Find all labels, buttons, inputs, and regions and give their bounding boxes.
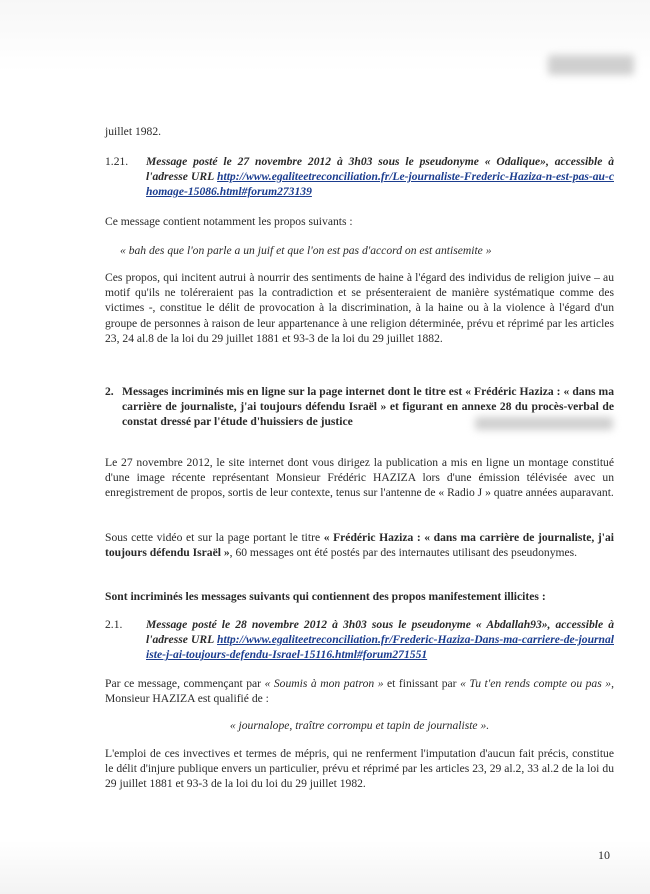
item-1-21-number: 1.21. (105, 155, 129, 168)
redacted-bailiff-name (475, 417, 613, 430)
paragraph-3 (105, 530, 614, 560)
incriminated-messages-heading: Sont incriminés les messages suivants qui contiennent des propos manifestement illicites : (105, 590, 546, 603)
section-2-number: 2. (105, 385, 114, 398)
section-2-title-text: Messages incriminés mis en ligne sur la page internet dont le titre est « Frédéric Haziza : « dans ma carrière de journaliste, j'ai toujours défendu Israël » et figurant en annexe 28 du procès-verbal de constat dressé par l'étude d'huissiers de justice (122, 385, 614, 429)
paragraph-5: L'emploi de ces invectives et termes de mépris, qui ne renferment l'imputation d'aucun fait précis, constitue le délit d'injure publique envers un particulier, prévu et réprimé par les articles 23, 29 al.2, 33 al.2 de la loi du 29 juillet 1881 et 93-3 de la loi du loi du 29 juillet 1982. (105, 747, 614, 791)
intro-1: Ce message contient notamment les propos suivants : (105, 215, 353, 228)
redacted-header-stamp (548, 55, 634, 75)
paragraph-1: Ces propos, qui incitent autrui à nourrir des sentiments de haine à l'égard des individus de religion juive – au motif qu'ils ne toléreraient pas la contradiction et se présenteraient de manière systématique comme des victimes -, constitue le délit de provocation à la discrimination, à la haine ou à la violence à l'égard d'un groupe de personnes à raison de leur appartenance à une religion déterminée, prévu et réprimé par les articles 23, 24 al.8 de la loi du 29 juillet 1881 et 93-3 de la loi du 29 juillet 1882. (105, 271, 614, 345)
paragraph-4 (105, 676, 614, 706)
item-1-21-description: Message posté le 27 novembre 2012 à 3h03 sous le pseudonyme « Odalique», accessible à l'adresse URL (146, 155, 614, 184)
paragraph-4-c: et finissant par (383, 677, 461, 690)
item-1-21-text (146, 154, 614, 200)
paragraph-3-before: Sous cette vidéo et sur la page portant le titre (105, 531, 324, 544)
paragraph-3-after: , 60 messages ont été postés par des internautes utilisant des pseudonymes. (229, 546, 578, 560)
paragraph-4-a: Par ce message, commençant par (105, 677, 265, 690)
quote-1: « bah des que l'on parle a un juif et que l'on est pas d'accord on est antisemite » (120, 244, 492, 257)
paragraph-4-end-quote: « Tu t'en rends compte ou pas » (460, 677, 612, 690)
paragraph-2: Le 27 novembre 2012, le site internet dont vous dirigez la publication a mis en ligne un montage constitué d'une image récente représentant Monsieur Frédéric HAZIZA lors d'une émission télévisée avec un enregistrement de propos, sortis de leur contexte, tenus sur l'antenne de « Radio J » quatre années auparavant. (105, 456, 614, 500)
page-number: 10 (598, 848, 610, 862)
item-2-1-url-link[interactable]: http://www.egaliteetreconciliation.fr/Frederic-Haziza-Dans-ma-carriere-de-journaliste-j-ai-toujours-defendu-Israel-15116.html#forum271551 (146, 633, 614, 662)
item-2-1-number: 2.1. (105, 618, 123, 631)
paragraph-4-e: , Monsieur HAZIZA est qualifié de : (105, 677, 614, 706)
item-2-1-text (146, 617, 614, 663)
header-line: juillet 1982. (105, 125, 162, 138)
quote-2: « journalope, traître corrompu et tapin de journaliste ». (229, 719, 490, 732)
paragraph-4-start-quote: « Soumis à mon patron » (264, 677, 384, 690)
item-2-1-description: Message posté le 28 novembre 2012 à 3h03 sous le pseudonyme « Abdallah93», accessible à l'adresse URL (146, 618, 614, 647)
item-1-21-url-link[interactable]: http://www.egaliteetreconciliation.fr/Le-journaliste-Frederic-Haziza-n-est-pas-au-chomage-15086.html#forum273139 (146, 170, 614, 199)
paragraph-3-title: « Frédéric Haziza : « dans ma carrière de journaliste, j'ai toujours défendu Israël » (105, 531, 614, 560)
